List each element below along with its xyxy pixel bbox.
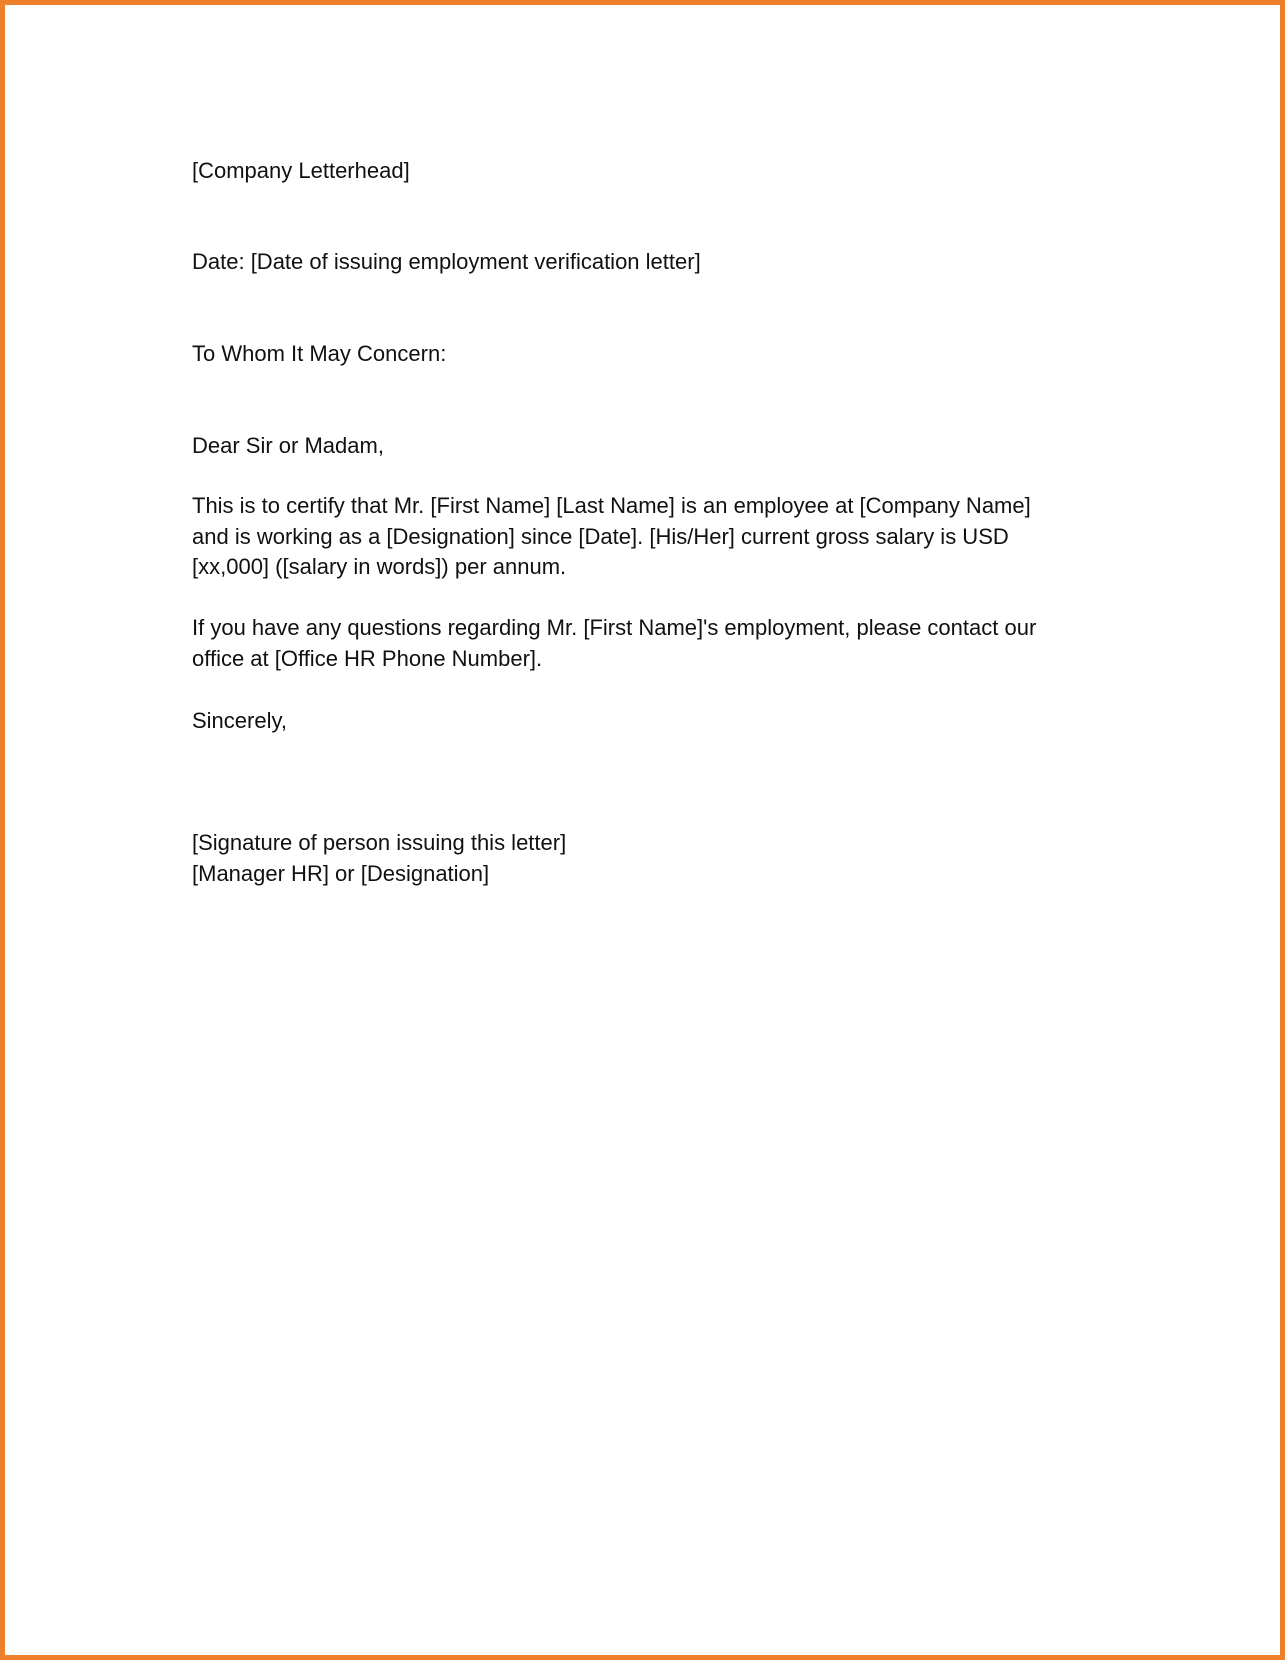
date-line: Date: [Date of issuing employment verification letter] — [192, 249, 701, 274]
paragraph-line: office at [Office HR Phone Number]. — [192, 645, 543, 671]
salutation: Dear Sir or Madam, — [192, 433, 384, 458]
company-letterhead: [Company Letterhead] — [192, 158, 410, 183]
body-paragraph-2 — [192, 613, 1092, 674]
signer-title: [Manager HR] or [Designation] — [192, 861, 490, 886]
signature-line: [Signature of person issuing this letter] — [192, 830, 567, 855]
recipient-line: To Whom It May Concern: — [192, 341, 447, 366]
body-paragraph-1 — [192, 491, 1092, 583]
paragraph-line: [xx,000] ([salary in words]) per annum. — [192, 554, 567, 579]
paragraph-line: If you have any questions regarding Mr. [First Name]'s employment, please contact our — [192, 615, 1037, 640]
closing: Sincerely, — [192, 708, 287, 733]
paragraph-line: and is working as a [Designation] since [Date]. [His/Her] current gross salary is USD — [192, 523, 1009, 549]
paragraph-line: This is to certify that Mr. [First Name] [Last Name] is an employee at [Company Name] — [192, 493, 1031, 518]
